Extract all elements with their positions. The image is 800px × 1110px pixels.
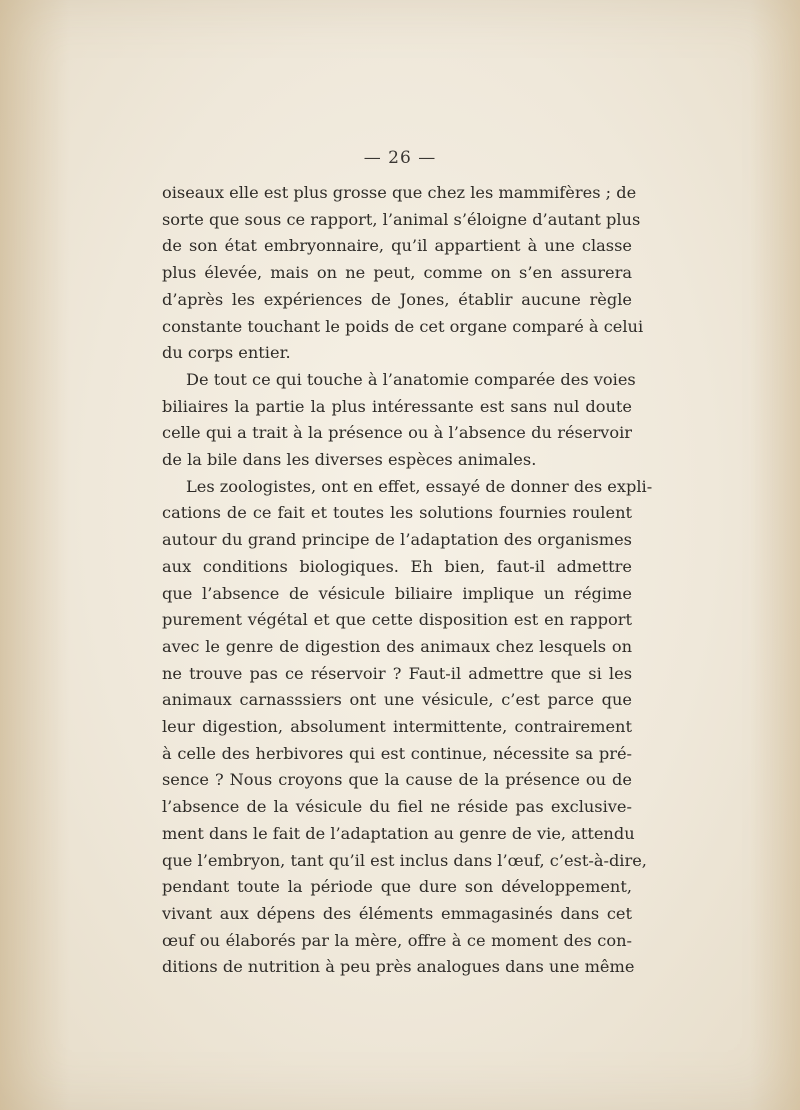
text-line: pendant toute la période que dure son développement, [162,877,632,897]
text-line: de la bile dans les diverses espèces animales. [162,450,537,470]
body-text [162,180,653,981]
text-line: biliaires la partie la plus intéressante est sans nul doute [162,396,632,416]
text-line: Les zoologistes, ont en effet, essayé de donner des expli- [186,476,653,496]
text-line: ditions de nutrition à peu près analogues dans une même [162,957,635,977]
text-line: à celle des herbivores qui est continue, nécessite sa pré- [162,743,632,763]
text-line: aux conditions biologiques. Eh bien, faut-il admettre [162,556,632,576]
text-line: autour du grand principe de l’adaptation des organismes [162,530,632,550]
text-line: que l’embryon, tant qu’il est inclus dans l’œuf, c’est-à-dire, [162,850,647,870]
page-number: — 26 — [363,148,437,168]
text-line: purement végétal et que cette disposition est en rapport [162,610,632,630]
text-line: sence ? Nous croyons que la cause de la présence ou de [162,770,632,790]
text-line: d’après les expériences de Jones, établir aucune règle [162,289,632,309]
text-line: celle qui a trait à la présence ou à l’absence du réservoir [162,423,632,443]
text-line: constante touchant le poids de cet organe comparé à celui [162,316,644,336]
text-line: que l’absence de vésicule biliaire implique un régime [162,583,632,603]
text-line: l’absence de la vésicule du fiel ne réside pas exclusive- [162,797,632,817]
text-line: vivant aux dépens des éléments emmagasinés dans cet [162,903,632,923]
text-line: sorte que sous ce rapport, l’animal s’éloigne d’autant plus [162,209,641,229]
text-line: de son état embryonnaire, qu’il appartient à une classe [162,236,632,256]
text-line: De tout ce qui touche à l’anatomie comparée des voies [186,369,636,389]
text-line: oiseaux elle est plus grosse que chez les mammifères ; de [162,183,637,202]
text-line: animaux carnasssiers ont une vésicule, c’est parce que [162,690,632,710]
text-line: ne trouve pas ce réservoir ? Faut-il admettre que si les [162,663,632,683]
text-line: avec le genre de digestion des animaux chez lesquels on [162,636,632,656]
text-line: œuf ou élaborés par la mère, offre à ce moment des con- [162,930,632,950]
text-line: leur digestion, absolument intermittente, contrairement [162,717,632,737]
text-line: ment dans le fait de l’adaptation au genre de vie, attendu [162,823,635,843]
text-line: du corps entier. [162,343,291,363]
text-line: plus élevée, mais on ne peut, comme on s’en assurera [162,263,632,283]
text-line: cations de ce fait et toutes les solutions fournies roulent [162,503,632,523]
